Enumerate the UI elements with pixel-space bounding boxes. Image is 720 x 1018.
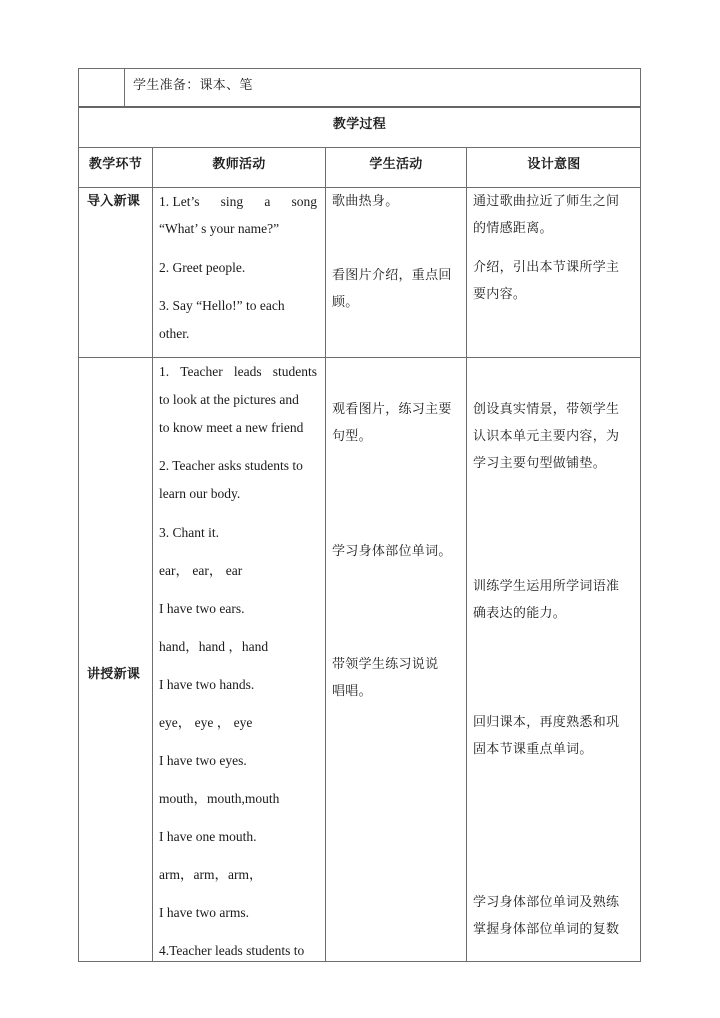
design-intent-line: 通过歌曲拉近了师生之间 — [473, 194, 620, 209]
teacher-activity-line: 2. Teacher asks students to — [159, 458, 303, 473]
word: students — [272, 364, 317, 379]
student-activity-line: 歌曲热身。 — [332, 194, 399, 209]
teacher-activity-line: I have two hands. — [159, 677, 255, 692]
col-divider — [325, 147, 326, 961]
design-intent-line: 要内容。 — [473, 287, 527, 302]
teacher-activity-line: arm，arm，arm， — [159, 867, 263, 882]
teacher-activity-line: 3. Say “Hello!” to each — [159, 298, 285, 313]
header-student-activity: 学生活动 — [369, 157, 423, 172]
row-divider — [79, 187, 640, 188]
word: leads — [233, 364, 262, 379]
design-intent-line: 训练学生运用所学词语准 — [473, 579, 620, 594]
teacher-activity-line: I have one mouth. — [159, 829, 257, 844]
word: 1. Let’s — [159, 194, 200, 209]
section-title: 教学过程 — [332, 117, 387, 132]
word: song — [291, 194, 317, 209]
teacher-activity-line: 2. Greet people. — [159, 260, 246, 275]
student-prep-text: 学生准备：课本、笔 — [133, 78, 253, 93]
teacher-activity-line: I have two ears. — [159, 601, 245, 616]
student-activity-line: 观看图片，练习主要 — [332, 402, 452, 417]
teacher-activity-line: learn our body. — [159, 486, 241, 501]
teacher-activity-line: to look at the pictures and — [159, 392, 299, 407]
student-activity-line: 学习身体部位单词。 — [332, 544, 452, 559]
word: sing — [220, 194, 244, 209]
word: 1. — [159, 364, 170, 379]
design-intent-line: 确表达的能力。 — [473, 606, 567, 621]
student-activity-line: 带领学生练习说说 — [332, 657, 439, 672]
teacher-activity-line: ear， ear， ear — [159, 563, 243, 578]
col-divider — [152, 147, 153, 961]
teacher-activity-line: I have two arms. — [159, 905, 249, 920]
teacher-activity-line — [159, 363, 317, 381]
design-intent-line: 固本节课重点单词。 — [473, 742, 593, 757]
student-activity-line: 看图片介绍，重点回 — [332, 268, 452, 283]
design-intent-line: 认识本单元主要内容，为 — [473, 429, 620, 444]
header-stage: 教学环节 — [88, 157, 143, 172]
header-teacher-activity: 教师活动 — [212, 157, 266, 172]
teacher-activity-line: 3. Chant it. — [159, 525, 219, 540]
design-intent-line: 掌握身体部位单词的复数 — [473, 922, 620, 937]
teacher-activity-line: hand，hand ，hand — [159, 639, 269, 654]
student-activity-line: 句型。 — [332, 429, 372, 444]
row-divider — [79, 357, 640, 358]
design-intent-line: 介绍，引出本节课所学主 — [473, 260, 620, 275]
design-intent-line: 回归课本，再度熟悉和巩 — [473, 715, 620, 730]
teacher-activity-line: eye， eye ， eye — [159, 715, 253, 730]
stage-new-lesson: 讲授新课 — [87, 667, 141, 682]
design-intent-line: 学习身体部位单词及熟练 — [473, 895, 620, 910]
header-design-intent: 设计意图 — [527, 157, 581, 172]
stage-intro: 导入新课 — [87, 194, 141, 209]
teacher-activity-line — [159, 193, 317, 211]
student-activity-line: 顾。 — [332, 295, 359, 310]
col-divider — [466, 147, 467, 961]
design-intent-line: 的情感距离。 — [473, 221, 553, 236]
teacher-activity-line: mouth，mouth,mouth — [159, 791, 280, 806]
row-divider — [79, 147, 640, 148]
row-divider — [79, 106, 640, 108]
design-intent-line: 创设真实情景，带领学生 — [473, 402, 620, 417]
col-divider — [124, 69, 125, 106]
word: Teacher — [180, 364, 223, 379]
teacher-activity-line: to know meet a new friend — [159, 420, 304, 435]
teacher-activity-line: 4.Teacher leads students to — [159, 943, 305, 958]
lesson-plan-table — [78, 68, 641, 962]
teacher-activity-line: I have two eyes. — [159, 753, 247, 768]
student-activity-line: 唱唱。 — [332, 684, 372, 699]
teacher-activity-line: “What’ s your name?” — [159, 221, 280, 236]
teacher-activity-line: other. — [159, 326, 190, 341]
design-intent-line: 学习主要句型做铺垫。 — [473, 456, 607, 471]
word: a — [264, 194, 271, 209]
